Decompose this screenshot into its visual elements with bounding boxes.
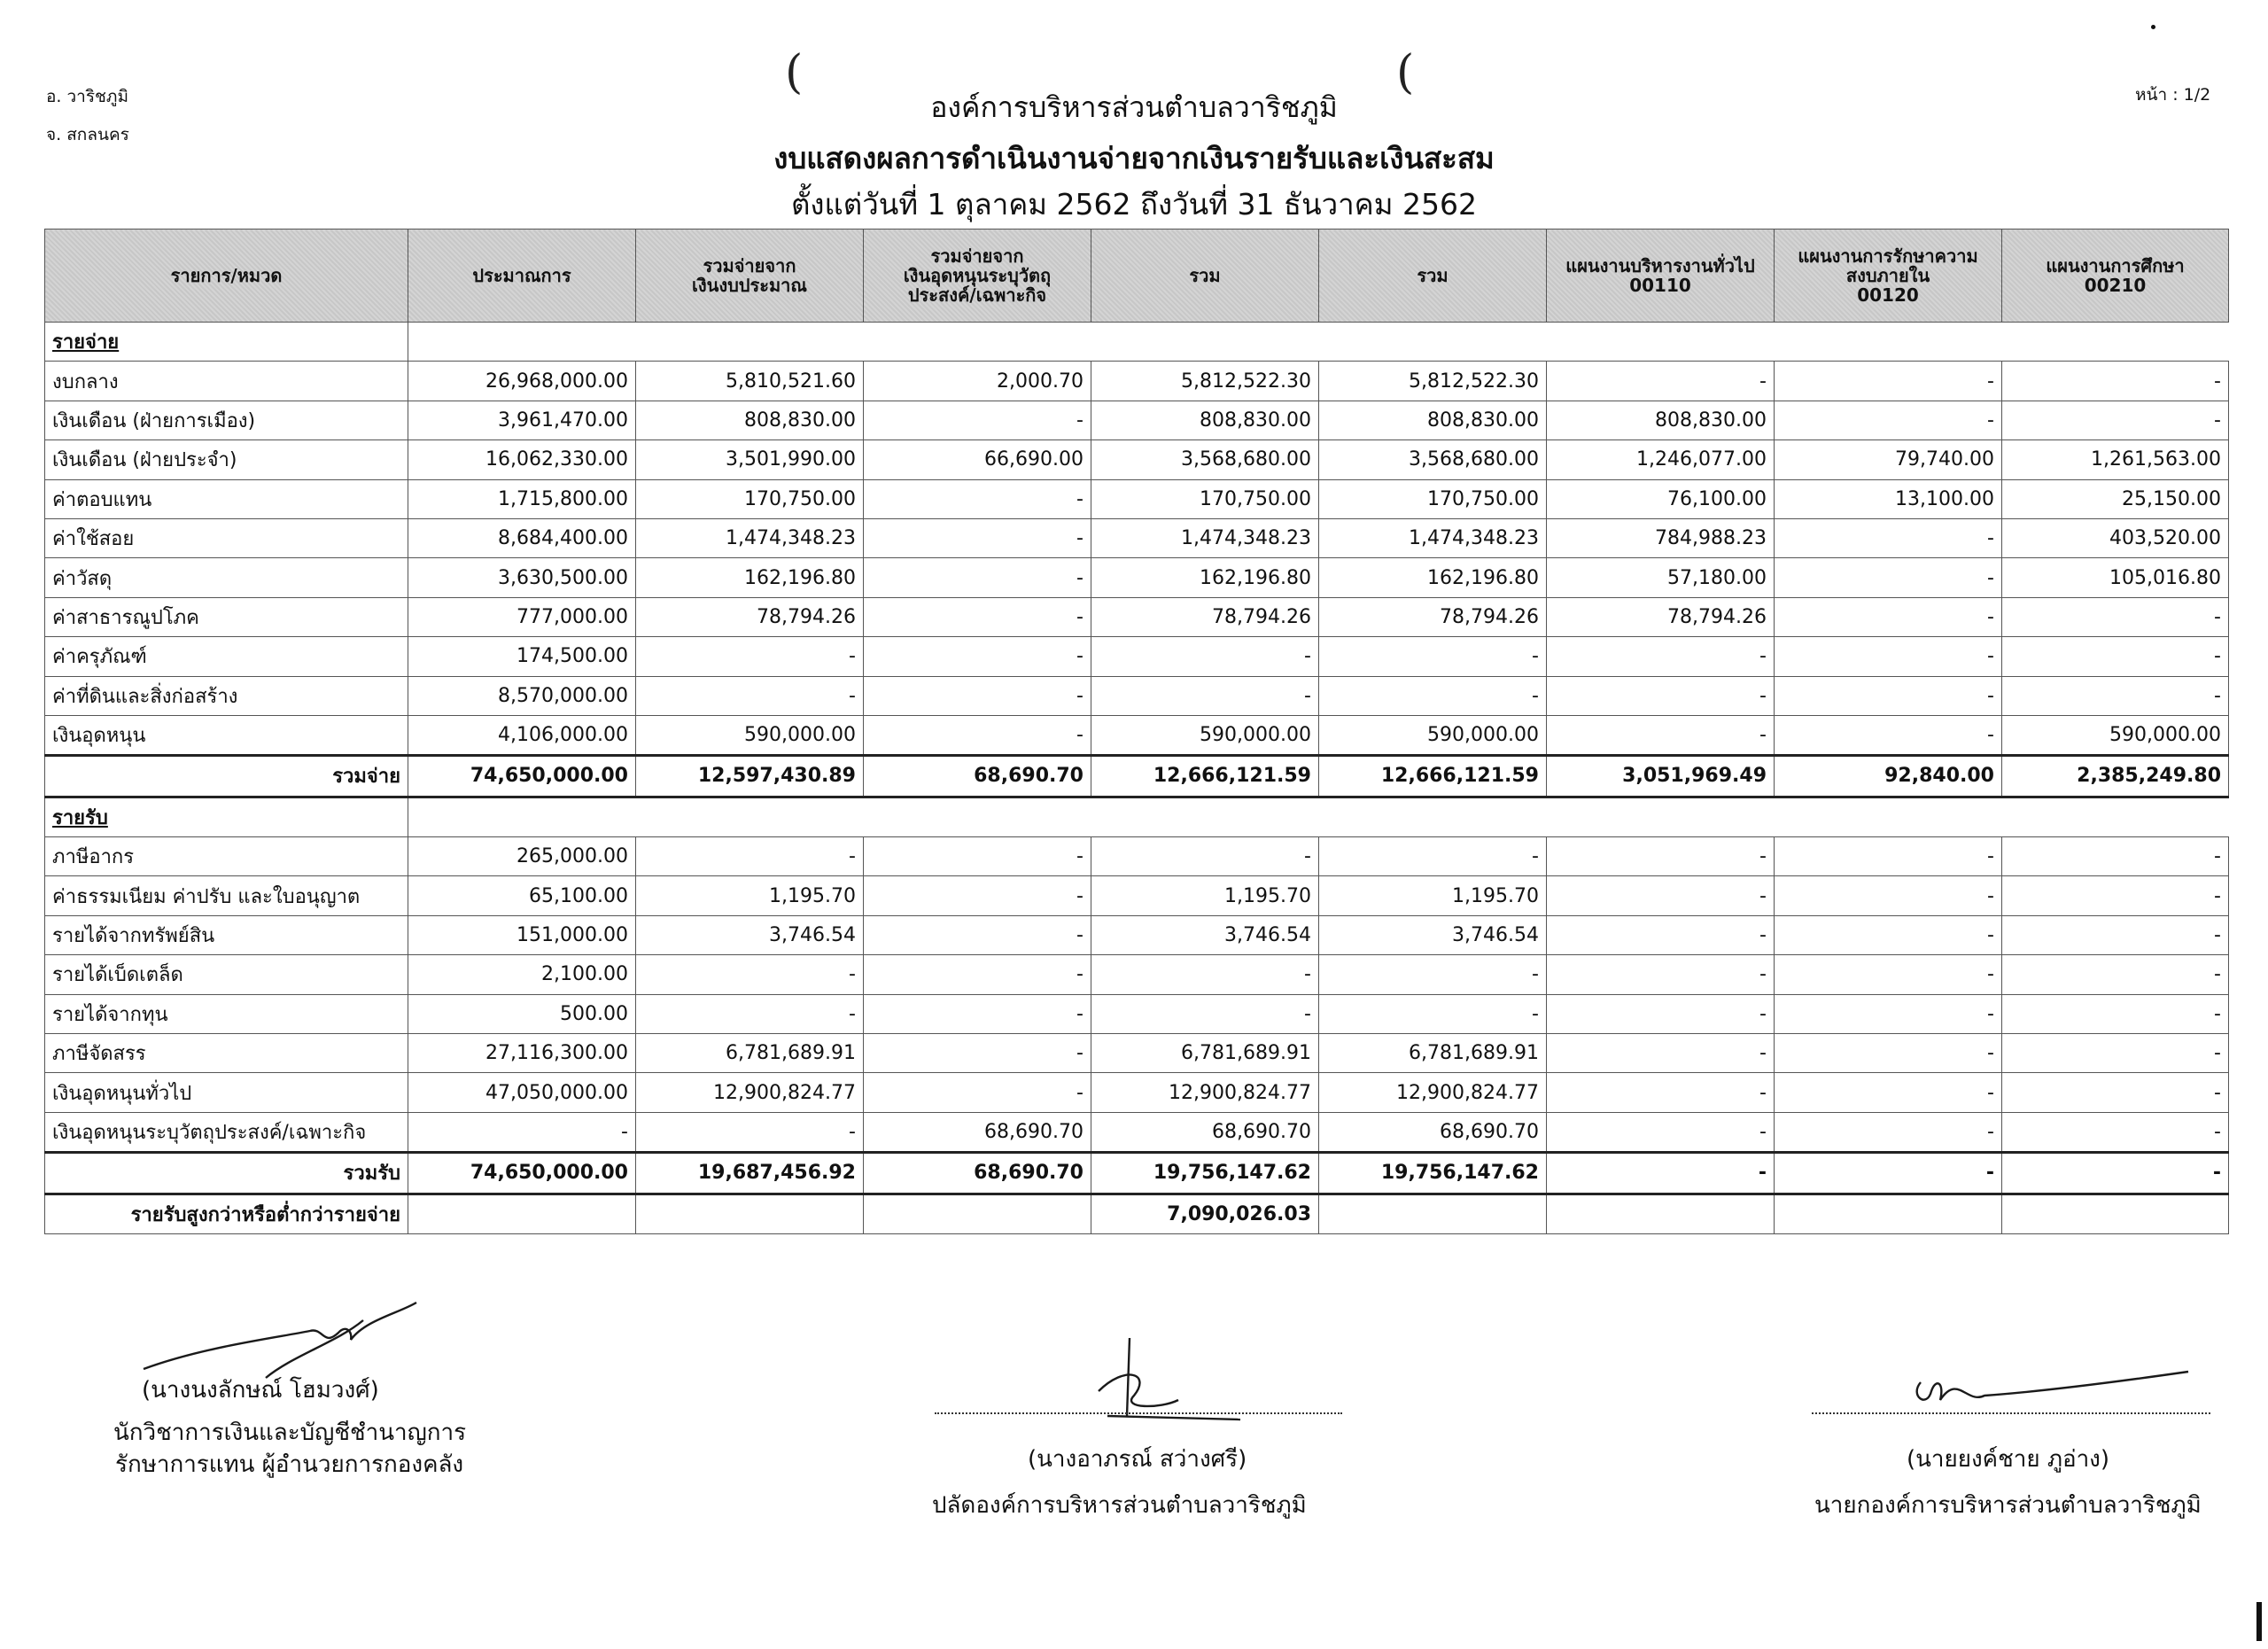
cell-value: -: [1319, 637, 1547, 676]
cell-value: -: [2002, 876, 2229, 915]
signer-left-acting: รักษาการแทน ผู้อำนวยการกองคลัง: [115, 1451, 464, 1478]
cell-value: 78,794.26: [1091, 597, 1319, 636]
row-label: เงินเดือน (ฝ่ายประจำ): [45, 440, 408, 479]
cell-value: -: [2002, 994, 2229, 1033]
section-row: [45, 797, 2229, 836]
cell-value: 5,810,521.60: [636, 362, 864, 401]
report-period: ตั้งแต่วันที่ 1 ตุลาคม 2562 ถึงวันที่ 31 ธันวาคม 2562: [790, 187, 1477, 222]
cell-value: 784,988.23: [1547, 518, 1775, 557]
cell-value: -: [1775, 955, 2002, 994]
signature-scribble-right: [1905, 1356, 2197, 1427]
table-row: [45, 518, 2229, 557]
section-label: รายจ่าย: [45, 323, 408, 362]
cell-value: -: [1775, 401, 2002, 439]
cell-value: 2,385,249.80: [2002, 756, 2229, 797]
cell-value: 1,474,348.23: [1319, 518, 1547, 557]
total-label: รวมจ่าย: [45, 756, 408, 797]
cell-value: -: [636, 676, 864, 715]
cell-value: 1,261,563.00: [2002, 440, 2229, 479]
table-header-row: [45, 229, 2229, 323]
cell-value: 4,106,000.00: [408, 715, 636, 755]
cell-value: 79,740.00: [1775, 440, 2002, 479]
signature-line-right: [1812, 1412, 2210, 1414]
cell-value: -: [864, 837, 1091, 876]
cell-value: 590,000.00: [1319, 715, 1547, 755]
cell-value: 590,000.00: [1091, 715, 1319, 755]
column-header: รายการ/หมวด: [45, 229, 408, 323]
cell-value: 1,715,800.00: [408, 479, 636, 518]
cell-value: -: [1319, 837, 1547, 876]
cell-value: -: [1775, 1034, 2002, 1073]
cell-value: -: [2002, 637, 2229, 676]
cell-value: 66,690.00: [864, 440, 1091, 479]
cell-value: 12,666,121.59: [1091, 756, 1319, 797]
cell-value: -: [1547, 362, 1775, 401]
cell-value: -: [1091, 837, 1319, 876]
cell-value: 105,016.80: [2002, 558, 2229, 597]
cell-value: 2,100.00: [408, 955, 636, 994]
row-label: ค่าธรรมเนียม ค่าปรับ และใบอนุญาต: [45, 876, 408, 915]
table-row: [45, 1034, 2229, 1073]
cell-value: 8,684,400.00: [408, 518, 636, 557]
cell-value: 590,000.00: [2002, 715, 2229, 755]
cell-value: -: [864, 715, 1091, 755]
row-label: เงินอุดหนุนทั่วไป: [45, 1073, 408, 1112]
cell-value: -: [1547, 676, 1775, 715]
cell-value: -: [2002, 1034, 2229, 1073]
difference-row: [45, 1194, 2229, 1233]
cell-value: 78,794.26: [1319, 597, 1547, 636]
row-label: ค่าวัสดุ: [45, 558, 408, 597]
empty-cell: [1547, 1194, 1775, 1233]
edge-mark: [2256, 1602, 2262, 1641]
cell-value: -: [1547, 955, 1775, 994]
cell-value: 3,746.54: [1091, 915, 1319, 954]
cell-value: 1,246,077.00: [1547, 440, 1775, 479]
cell-value: 12,900,824.77: [1319, 1073, 1547, 1112]
cell-value: -: [1547, 994, 1775, 1033]
cell-value: -: [1775, 837, 2002, 876]
row-label: ค่าที่ดินและสิ่งก่อสร้าง: [45, 676, 408, 715]
cell-value: -: [408, 1112, 636, 1152]
cell-value: 92,840.00: [1775, 756, 2002, 797]
cell-value: -: [2002, 1112, 2229, 1152]
difference-label: รายรับสูงกว่าหรือต่ำกว่ารายจ่าย: [45, 1194, 408, 1233]
cell-value: 27,116,300.00: [408, 1034, 636, 1073]
cell-value: -: [1775, 915, 2002, 954]
cell-value: -: [2002, 401, 2229, 439]
row-label: เงินอุดหนุนระบุวัตถุประสงค์/เฉพาะกิจ: [45, 1112, 408, 1152]
cell-value: -: [1091, 994, 1319, 1033]
column-header: แผนงานการรักษาความ สงบภายใน 00120: [1775, 229, 2002, 323]
cell-value: 1,195.70: [1091, 876, 1319, 915]
cell-value: 808,830.00: [1547, 401, 1775, 439]
cell-value: 170,750.00: [1319, 479, 1547, 518]
paren-mark-right: (: [1396, 46, 1415, 99]
cell-value: 68,690.70: [1091, 1112, 1319, 1152]
cell-value: -: [864, 994, 1091, 1033]
cell-value: 3,568,680.00: [1319, 440, 1547, 479]
row-label: ค่าตอบแทน: [45, 479, 408, 518]
signer-right-name: (นายยงค์ชาย ภูอ่าง): [1907, 1446, 2110, 1473]
cell-value: -: [1547, 915, 1775, 954]
cell-value: 162,196.80: [636, 558, 864, 597]
cell-value: -: [2002, 1073, 2229, 1112]
row-label: ค่าครุภัณฑ์: [45, 637, 408, 676]
cell-value: 170,750.00: [1091, 479, 1319, 518]
cell-value: -: [864, 518, 1091, 557]
cell-value: -: [864, 1034, 1091, 1073]
signer-middle-position: ปลัดองค์การบริหารส่วนตำบลวาริชภูมิ: [932, 1492, 1307, 1519]
cell-value: 6,781,689.91: [1091, 1034, 1319, 1073]
cell-value: -: [2002, 1153, 2229, 1194]
table-row: [45, 994, 2229, 1033]
cell-value: -: [1775, 676, 2002, 715]
cell-value: -: [864, 876, 1091, 915]
cell-value: -: [1547, 637, 1775, 676]
cell-value: -: [1775, 558, 2002, 597]
cell-value: -: [2002, 955, 2229, 994]
signer-middle-name: (นางอาภรณ์ สว่างศรี): [1028, 1446, 1247, 1473]
empty-cell: [1319, 1194, 1547, 1233]
cell-value: 12,900,824.77: [1091, 1073, 1319, 1112]
cell-value: 2,000.70: [864, 362, 1091, 401]
cell-value: 76,100.00: [1547, 479, 1775, 518]
cell-value: -: [2002, 676, 2229, 715]
cell-value: -: [864, 401, 1091, 439]
cell-value: 500.00: [408, 994, 636, 1033]
cell-value: -: [1775, 362, 2002, 401]
cell-value: 808,830.00: [636, 401, 864, 439]
section-label: รายรับ: [45, 797, 408, 836]
cell-value: -: [1547, 837, 1775, 876]
province-label: จ. สกลนคร: [46, 125, 129, 144]
cell-value: -: [1775, 994, 2002, 1033]
cell-value: -: [864, 558, 1091, 597]
cell-value: 68,690.70: [1319, 1112, 1547, 1152]
cell-value: -: [864, 597, 1091, 636]
total-row: [45, 1153, 2229, 1194]
cell-value: 3,568,680.00: [1091, 440, 1319, 479]
cell-value: -: [1091, 676, 1319, 715]
cell-value: 5,812,522.30: [1091, 362, 1319, 401]
row-label: รายได้จากทรัพย์สิน: [45, 915, 408, 954]
table-row: [45, 362, 2229, 401]
cell-value: 13,100.00: [1775, 479, 2002, 518]
row-label: งบกลาง: [45, 362, 408, 401]
cell-value: -: [864, 637, 1091, 676]
cell-value: -: [1775, 715, 2002, 755]
cell-value: 57,180.00: [1547, 558, 1775, 597]
cell-value: 65,100.00: [408, 876, 636, 915]
cell-value: -: [1775, 876, 2002, 915]
column-header: รวมจ่ายจาก เงินอุดหนุนระบุวัตถุ ประสงค์/เฉพาะกิจ: [864, 229, 1091, 323]
row-label: ค่าสาธารณูปโภค: [45, 597, 408, 636]
table-row: [45, 401, 2229, 439]
cell-value: -: [864, 915, 1091, 954]
cell-value: -: [2002, 362, 2229, 401]
table-row: [45, 715, 2229, 755]
cell-value: 174,500.00: [408, 637, 636, 676]
row-label: ค่าใช้สอย: [45, 518, 408, 557]
cell-value: 808,830.00: [1319, 401, 1547, 439]
signer-left-position: นักวิชาการเงินและบัญชีชำนาญการ: [113, 1420, 467, 1446]
table-row: [45, 440, 2229, 479]
cell-value: 12,666,121.59: [1319, 756, 1547, 797]
row-label: เงินเดือน (ฝ่ายการเมือง): [45, 401, 408, 439]
report-table: [44, 229, 2229, 1234]
cell-value: 3,501,990.00: [636, 440, 864, 479]
cell-value: -: [864, 955, 1091, 994]
table-row: [45, 597, 2229, 636]
empty-cell: [2002, 1194, 2229, 1233]
cell-value: -: [1775, 597, 2002, 636]
column-header: แผนงานการศึกษา 00210: [2002, 229, 2229, 323]
table-row: [45, 876, 2229, 915]
cell-value: -: [1775, 1073, 2002, 1112]
cell-value: 1,195.70: [636, 876, 864, 915]
report-title: งบแสดงผลการดำเนินงานจ่ายจากเงินรายรับและเงินสะสม: [773, 141, 1495, 175]
empty-cell: [636, 1194, 864, 1233]
cell-value: -: [636, 955, 864, 994]
cell-value: 74,650,000.00: [408, 1153, 636, 1194]
cell-value: -: [1775, 637, 2002, 676]
row-label: ภาษีจัดสรร: [45, 1034, 408, 1073]
cell-value: 19,756,147.62: [1319, 1153, 1547, 1194]
signature-line-middle: [935, 1412, 1342, 1414]
cell-value: -: [864, 479, 1091, 518]
total-label: รวมรับ: [45, 1153, 408, 1194]
cell-value: -: [636, 994, 864, 1033]
cell-value: 68,690.70: [864, 1153, 1091, 1194]
cell-value: 151,000.00: [408, 915, 636, 954]
signer-right-position: นายกองค์การบริหารส่วนตำบลวาริชภูมิ: [1814, 1492, 2202, 1519]
cell-value: -: [1547, 1034, 1775, 1073]
cell-value: 25,150.00: [2002, 479, 2229, 518]
row-label: เงินอุดหนุน: [45, 715, 408, 755]
difference-value: 7,090,026.03: [1091, 1194, 1319, 1233]
cell-value: 1,474,348.23: [1091, 518, 1319, 557]
column-header: ประมาณการ: [408, 229, 636, 323]
cell-value: 68,690.70: [864, 1112, 1091, 1152]
speck-mark: [2151, 25, 2155, 29]
cell-value: -: [1319, 955, 1547, 994]
cell-value: 78,794.26: [1547, 597, 1775, 636]
cell-value: -: [1775, 518, 2002, 557]
cell-value: 5,812,522.30: [1319, 362, 1547, 401]
cell-value: -: [1091, 637, 1319, 676]
table-row: [45, 1073, 2229, 1112]
cell-value: -: [636, 637, 864, 676]
cell-value: 16,062,330.00: [408, 440, 636, 479]
cell-value: 8,570,000.00: [408, 676, 636, 715]
cell-value: 403,520.00: [2002, 518, 2229, 557]
cell-value: -: [1319, 994, 1547, 1033]
empty-cell: [408, 1194, 636, 1233]
cell-value: 3,746.54: [1319, 915, 1547, 954]
cell-value: -: [864, 676, 1091, 715]
cell-value: 26,968,000.00: [408, 362, 636, 401]
section-row: [45, 323, 2229, 362]
cell-value: -: [636, 837, 864, 876]
cell-value: 19,756,147.62: [1091, 1153, 1319, 1194]
table-row: [45, 955, 2229, 994]
cell-value: 3,746.54: [636, 915, 864, 954]
column-header: รวมจ่ายจาก เงินงบประมาณ: [636, 229, 864, 323]
table-row: [45, 479, 2229, 518]
column-header: แผนงานบริหารงานทั่วไป 00110: [1547, 229, 1775, 323]
table-row: [45, 1112, 2229, 1152]
cell-value: -: [2002, 915, 2229, 954]
empty-cell: [1775, 1194, 2002, 1233]
cell-value: 162,196.80: [1319, 558, 1547, 597]
cell-value: 6,781,689.91: [636, 1034, 864, 1073]
cell-value: 19,687,456.92: [636, 1153, 864, 1194]
cell-value: 3,051,969.49: [1547, 756, 1775, 797]
cell-value: -: [1547, 876, 1775, 915]
cell-value: 78,794.26: [636, 597, 864, 636]
cell-value: -: [636, 1112, 864, 1152]
cell-value: 6,781,689.91: [1319, 1034, 1547, 1073]
cell-value: -: [1547, 715, 1775, 755]
cell-value: -: [864, 1073, 1091, 1112]
cell-value: 808,830.00: [1091, 401, 1319, 439]
cell-value: 47,050,000.00: [408, 1073, 636, 1112]
cell-value: 3,630,500.00: [408, 558, 636, 597]
cell-value: -: [2002, 597, 2229, 636]
total-row: [45, 756, 2229, 797]
cell-value: 777,000.00: [408, 597, 636, 636]
cell-value: 68,690.70: [864, 756, 1091, 797]
table-row: [45, 676, 2229, 715]
cell-value: 12,597,430.89: [636, 756, 864, 797]
cell-value: -: [1091, 955, 1319, 994]
empty-cell: [864, 1194, 1091, 1233]
row-label: รายได้เบ็ดเตล็ด: [45, 955, 408, 994]
table-row: [45, 915, 2229, 954]
signer-left-name: (นางนงลักษณ์ โฮมวงศ์): [142, 1377, 379, 1404]
cell-value: 1,195.70: [1319, 876, 1547, 915]
cell-value: 170,750.00: [636, 479, 864, 518]
table-row: [45, 637, 2229, 676]
table-row: [45, 558, 2229, 597]
table-row: [45, 837, 2229, 876]
cell-value: 74,650,000.00: [408, 756, 636, 797]
cell-value: 3,961,470.00: [408, 401, 636, 439]
cell-value: 590,000.00: [636, 715, 864, 755]
cell-value: 1,474,348.23: [636, 518, 864, 557]
cell-value: 265,000.00: [408, 837, 636, 876]
cell-value: -: [1547, 1073, 1775, 1112]
cell-value: -: [1319, 676, 1547, 715]
page-number: หน้า : 1/2: [2135, 85, 2211, 105]
cell-value: -: [1775, 1112, 2002, 1152]
row-label: ภาษีอากร: [45, 837, 408, 876]
row-label: รายได้จากทุน: [45, 994, 408, 1033]
cell-value: -: [1547, 1153, 1775, 1194]
paren-mark-left: (: [785, 46, 804, 99]
cell-value: 12,900,824.77: [636, 1073, 864, 1112]
column-header: รวม: [1091, 229, 1319, 323]
org-title: องค์การบริหารส่วนตำบลวาริชภูมิ: [930, 90, 1338, 124]
cell-value: -: [1547, 1112, 1775, 1152]
cell-value: -: [2002, 837, 2229, 876]
column-header: รวม: [1319, 229, 1547, 323]
district-label: อ. วาริชภูมิ: [46, 87, 128, 106]
cell-value: 162,196.80: [1091, 558, 1319, 597]
cell-value: -: [1775, 1153, 2002, 1194]
